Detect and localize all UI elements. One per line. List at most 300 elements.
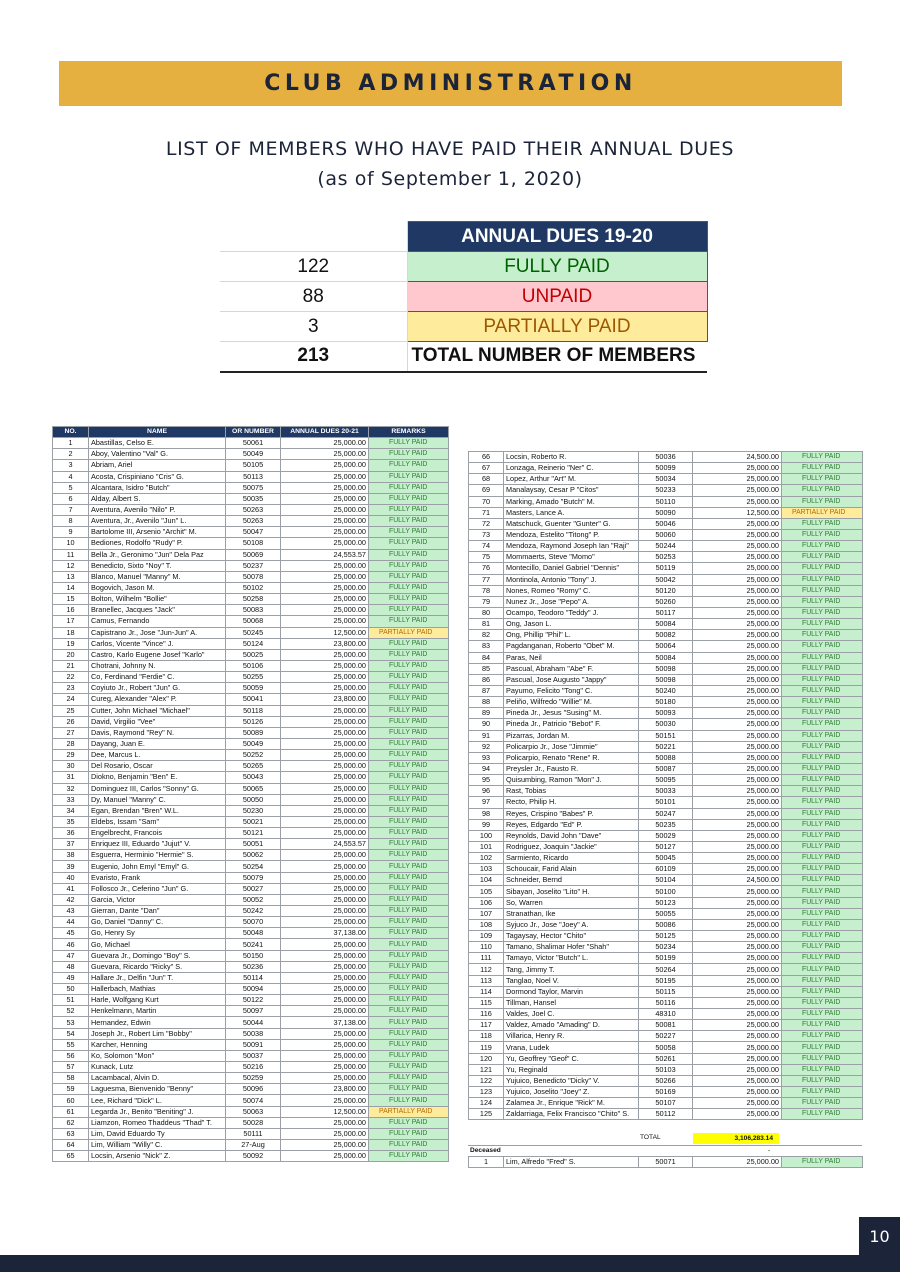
member-dues: 25,000.00: [281, 794, 369, 805]
member-remarks: FULLY PAID: [782, 708, 863, 719]
member-dues: 25,000.00: [693, 964, 782, 975]
member-no: 88: [469, 697, 504, 708]
member-no: 41: [53, 883, 89, 894]
member-or-number: 50095: [639, 775, 693, 786]
member-or-number: 50115: [639, 986, 693, 997]
member-name: Reyes, Crispino "Babes" P.: [504, 808, 639, 819]
member-remarks: FULLY PAID: [369, 961, 449, 972]
member-or-number: 50098: [639, 674, 693, 685]
member-name: Policarpio Jr., Jose "Jimmie": [504, 741, 639, 752]
member-row: [469, 953, 863, 964]
member-remarks: FULLY PAID: [369, 1151, 449, 1162]
deceased-row: [469, 1157, 863, 1168]
member-or-number: 50216: [226, 1062, 281, 1073]
member-or-number: 50265: [226, 761, 281, 772]
member-remarks: FULLY PAID: [782, 1064, 863, 1075]
member-row: [53, 872, 449, 883]
member-row: [53, 917, 449, 928]
member-name: Policarpio, Renato "Rene" R.: [504, 752, 639, 763]
member-row: [53, 638, 449, 649]
member-row: [53, 560, 449, 571]
member-name: Abriam, Ariel: [89, 460, 226, 471]
member-dues: 25,000.00: [281, 984, 369, 995]
member-dues: 25,000.00: [281, 660, 369, 671]
member-dues: 25,000.00: [693, 1009, 782, 1020]
member-remarks: FULLY PAID: [369, 705, 449, 716]
col-header-or-number: OR NUMBER: [226, 427, 281, 438]
member-name: Follosco Jr., Ceferino "Jun" G.: [89, 883, 226, 894]
member-remarks: FULLY PAID: [782, 1098, 863, 1109]
member-remarks: FULLY PAID: [369, 995, 449, 1006]
member-remarks: FULLY PAID: [369, 1073, 449, 1084]
member-remarks: FULLY PAID: [369, 894, 449, 905]
member-dues: 12,500.00: [281, 1106, 369, 1117]
member-or-number: 50029: [639, 830, 693, 841]
member-name: Go, Henry Sy: [89, 928, 226, 939]
member-dues: 25,000.00: [693, 919, 782, 930]
member-no: 10: [53, 538, 89, 549]
member-no: 33: [53, 794, 89, 805]
member-remarks: FULLY PAID: [782, 886, 863, 897]
member-remarks: FULLY PAID: [369, 738, 449, 749]
page-number: 10: [859, 1217, 900, 1255]
member-row: [469, 786, 863, 797]
member-name: Montecillo, Daniel Gabriel "Dennis": [504, 563, 639, 574]
member-row: [469, 875, 863, 886]
member-or-number: 50063: [226, 1106, 281, 1117]
member-dues: 25,000.00: [281, 460, 369, 471]
member-or-number: 50092: [226, 1151, 281, 1162]
member-or-number: 50234: [639, 942, 693, 953]
member-no: 1: [53, 438, 89, 449]
member-or-number: 50068: [226, 616, 281, 627]
member-row: [469, 552, 863, 563]
member-no: 23: [53, 683, 89, 694]
member-no: 69: [469, 485, 504, 496]
member-dues: 25,000.00: [281, 883, 369, 894]
member-dues: 25,000.00: [693, 1042, 782, 1053]
section-title: CLUB ADMINISTRATION: [264, 71, 637, 96]
member-dues: 25,000.00: [281, 861, 369, 872]
member-row: [53, 482, 449, 493]
member-dues: 25,000.00: [281, 995, 369, 1006]
member-remarks: FULLY PAID: [369, 504, 449, 515]
member-name: Liamzon, Romeo Thaddeus "Thad" T.: [89, 1117, 226, 1128]
member-name: Aventura, Avenilo "Nilo" P.: [89, 504, 226, 515]
member-dues: 25,000.00: [281, 616, 369, 627]
member-row: [469, 730, 863, 741]
member-or-number: 50096: [226, 1084, 281, 1095]
member-name: Dee, Marcus L.: [89, 750, 226, 761]
member-or-number: 50111: [226, 1128, 281, 1139]
member-dues: 25,000.00: [281, 805, 369, 816]
member-name: Manalaysay, Cesar P "Citos": [504, 485, 639, 496]
member-remarks: FULLY PAID: [369, 1006, 449, 1017]
member-row: [469, 964, 863, 975]
member-or-number: 50028: [226, 1117, 281, 1128]
member-remarks: FULLY PAID: [369, 928, 449, 939]
member-row: [53, 794, 449, 805]
member-dues: 25,000.00: [281, 772, 369, 783]
member-row: [469, 674, 863, 685]
member-row: [53, 716, 449, 727]
member-dues: 25,000.00: [693, 596, 782, 607]
member-no: 58: [53, 1073, 89, 1084]
member-no: 121: [469, 1064, 504, 1075]
member-or-number: 50199: [639, 953, 693, 964]
member-row: [53, 1028, 449, 1039]
member-dues: 25,000.00: [281, 1128, 369, 1139]
col-header-no: NO.: [53, 427, 89, 438]
member-or-number: 50042: [639, 574, 693, 585]
member-row: [469, 619, 863, 630]
member-remarks: FULLY PAID: [369, 1050, 449, 1061]
member-row: [469, 931, 863, 942]
member-dues: 25,000.00: [693, 585, 782, 596]
member-name: So, Warren: [504, 897, 639, 908]
member-remarks: FULLY PAID: [369, 1028, 449, 1039]
member-dues: 25,000.00: [693, 841, 782, 852]
member-no: 68: [469, 474, 504, 485]
member-or-number: 50107: [639, 1098, 693, 1109]
member-no: 117: [469, 1020, 504, 1031]
member-or-number: 50038: [226, 1028, 281, 1039]
member-or-number: 50264: [639, 964, 693, 975]
member-or-number: 50237: [226, 560, 281, 571]
member-or-number: 50098: [639, 663, 693, 674]
member-no: 99: [469, 819, 504, 830]
member-dues: 25,000.00: [693, 719, 782, 730]
member-name: Chotrani, Johnny N.: [89, 660, 226, 671]
member-or-number: 50120: [639, 585, 693, 596]
member-row: [53, 1151, 449, 1162]
member-remarks: FULLY PAID: [782, 518, 863, 529]
member-name: Dayang, Juan E.: [89, 738, 226, 749]
member-remarks: FULLY PAID: [369, 594, 449, 605]
member-dues: 25,000.00: [693, 830, 782, 841]
member-no: 56: [53, 1050, 89, 1061]
member-remarks: FULLY PAID: [782, 830, 863, 841]
member-remarks: FULLY PAID: [369, 1017, 449, 1028]
member-row: [53, 438, 449, 449]
member-dues: 25,000.00: [693, 496, 782, 507]
member-remarks: FULLY PAID: [782, 986, 863, 997]
member-dues: 25,000.00: [281, 672, 369, 683]
member-or-number: 50046: [639, 518, 693, 529]
member-no: 124: [469, 1098, 504, 1109]
member-no: 14: [53, 582, 89, 593]
summary-header: ANNUAL DUES 19-20: [407, 222, 707, 252]
member-name: Diokno, Benjamin "Ben" E.: [89, 772, 226, 783]
member-row: [469, 585, 863, 596]
member-name: Eugenio, John Emyl "Emyl" G.: [89, 861, 226, 872]
member-no: 62: [53, 1117, 89, 1128]
member-row: [469, 1031, 863, 1042]
member-remarks: FULLY PAID: [369, 460, 449, 471]
member-remarks: FULLY PAID: [369, 872, 449, 883]
member-name: Recto, Philip H.: [504, 797, 639, 808]
member-name: Zaldarriaga, Felix Francisco "Chito" S.: [504, 1109, 639, 1120]
member-row: [53, 950, 449, 961]
member-row: [469, 808, 863, 819]
member-dues: 25,000.00: [693, 997, 782, 1008]
member-or-number: 50034: [639, 474, 693, 485]
member-dues: 25,000.00: [693, 931, 782, 942]
member-name: Valdes, Joel C.: [504, 1009, 639, 1020]
member-row: [469, 719, 863, 730]
member-name: Carlos, Vicente "Vince" J.: [89, 638, 226, 649]
member-name: Eldebs, Issam "Sam": [89, 816, 226, 827]
member-row: [53, 883, 449, 894]
member-remarks: FULLY PAID: [369, 883, 449, 894]
member-row: [53, 605, 449, 616]
member-name: Co, Ferdinand "Ferdie" C.: [89, 672, 226, 683]
member-remarks: FULLY PAID: [369, 727, 449, 738]
member-row: [53, 460, 449, 471]
member-row: [469, 819, 863, 830]
member-no: 55: [53, 1039, 89, 1050]
member-or-number: 50101: [639, 797, 693, 808]
member-dues: 25,000.00: [281, 1006, 369, 1017]
member-dues: 25,000.00: [693, 529, 782, 540]
member-no: 120: [469, 1053, 504, 1064]
member-row: [469, 452, 863, 463]
member-name: Peliño, Wilfredo "Willie" M.: [504, 697, 639, 708]
member-dues: 25,000.00: [281, 1117, 369, 1128]
member-dues: 25,000.00: [281, 1073, 369, 1084]
summary-label: TOTAL NUMBER OF MEMBERS: [407, 342, 707, 372]
member-name: Hernandez, Edwin: [89, 1017, 226, 1028]
member-no: 67: [469, 463, 504, 474]
member-name: Preysler Jr., Fausto R.: [504, 763, 639, 774]
member-name: Lim, Alfredo "Fred" S.: [504, 1157, 639, 1168]
member-dues: 24,553.57: [281, 549, 369, 560]
member-row: [53, 961, 449, 972]
member-dues: 25,000.00: [281, 761, 369, 772]
members-table-right: [468, 451, 863, 1120]
member-or-number: 50236: [226, 961, 281, 972]
member-remarks: FULLY PAID: [782, 975, 863, 986]
member-no: 122: [469, 1075, 504, 1086]
member-no: 37: [53, 839, 89, 850]
member-or-number: 50260: [639, 596, 693, 607]
member-no: 29: [53, 750, 89, 761]
member-or-number: 50082: [639, 630, 693, 641]
total-value: 3,106,283.14: [693, 1133, 779, 1144]
member-no: 76: [469, 563, 504, 574]
member-or-number: 50104: [639, 875, 693, 886]
member-row: [53, 805, 449, 816]
member-dues: 37,138.00: [281, 928, 369, 939]
member-or-number: 50112: [639, 1109, 693, 1120]
member-remarks: FULLY PAID: [369, 1039, 449, 1050]
member-or-number: 50103: [639, 1064, 693, 1075]
member-no: 116: [469, 1009, 504, 1020]
member-name: Alcantara, Isidro "Butch": [89, 482, 226, 493]
member-dues: 25,000.00: [693, 697, 782, 708]
member-or-number: 50084: [639, 652, 693, 663]
member-name: Valdez, Amado "Amading" D.: [504, 1020, 639, 1031]
member-no: 93: [469, 752, 504, 763]
member-no: 118: [469, 1031, 504, 1042]
member-name: Go, Michael: [89, 939, 226, 950]
member-or-number: 50221: [639, 741, 693, 752]
member-no: 50: [53, 984, 89, 995]
member-row: [469, 630, 863, 641]
member-name: Henkelmann, Martin: [89, 1006, 226, 1017]
member-no: 49: [53, 972, 89, 983]
member-dues: 25,000.00: [693, 975, 782, 986]
member-remarks: FULLY PAID: [369, 605, 449, 616]
member-dues: 25,000.00: [693, 786, 782, 797]
member-dues: 25,000.00: [693, 541, 782, 552]
member-name: Cureg, Alexander "Alex" P.: [89, 694, 226, 705]
member-no: 59: [53, 1084, 89, 1095]
member-no: 47: [53, 950, 89, 961]
member-dues: 25,000.00: [281, 504, 369, 515]
member-dues: 25,000.00: [693, 663, 782, 674]
member-name: Bogovich, Jason M.: [89, 582, 226, 593]
member-dues: 25,000.00: [281, 605, 369, 616]
member-name: Nones, Romeo "Romy" C.: [504, 585, 639, 596]
member-row: [469, 541, 863, 552]
member-dues: 25,000.00: [693, 708, 782, 719]
member-row: [53, 850, 449, 861]
member-remarks: FULLY PAID: [782, 1042, 863, 1053]
member-name: Aboy, Valentino "Val" G.: [89, 449, 226, 460]
member-no: 85: [469, 663, 504, 674]
member-row: [53, 504, 449, 515]
member-or-number: 50245: [226, 627, 281, 638]
member-or-number: 50070: [226, 917, 281, 928]
member-or-number: 50043: [226, 772, 281, 783]
member-name: Pagdanganan, Roberto "Obet" M.: [504, 641, 639, 652]
member-name: Engelbrecht, Francois: [89, 828, 226, 839]
member-remarks: FULLY PAID: [369, 549, 449, 560]
member-name: Sarmiento, Ricardo: [504, 853, 639, 864]
deceased-label: Deceased: [470, 1147, 501, 1154]
member-row: [469, 986, 863, 997]
member-name: Coyiuto Jr., Robert "Jun" G.: [89, 683, 226, 694]
member-row: [53, 727, 449, 738]
member-name: Joseph Jr., Robert Lim "Bobby": [89, 1028, 226, 1039]
member-row: [469, 864, 863, 875]
member-remarks: FULLY PAID: [782, 607, 863, 618]
member-name: Guevara Jr., Domingo "Boy" S.: [89, 950, 226, 961]
member-or-number: 50094: [226, 984, 281, 995]
member-name: Del Rosario, Oscar: [89, 761, 226, 772]
member-name: Capistrano Jr., Jose "Jun-Jun" A.: [89, 627, 226, 638]
member-name: Hallare Jr., Delfin "Jun" T.: [89, 972, 226, 983]
member-or-number: 27-Aug: [226, 1140, 281, 1151]
member-or-number: 50125: [639, 931, 693, 942]
member-or-number: 50126: [226, 716, 281, 727]
member-remarks: FULLY PAID: [369, 582, 449, 593]
member-name: Alday, Albert S.: [89, 493, 226, 504]
member-or-number: 50045: [639, 853, 693, 864]
member-dues: 25,000.00: [693, 1031, 782, 1042]
member-no: 48: [53, 961, 89, 972]
member-or-number: 50035: [226, 493, 281, 504]
member-name: Branellec, Jacques "Jack": [89, 605, 226, 616]
member-row: [53, 616, 449, 627]
member-no: 80: [469, 607, 504, 618]
member-name: Quisumbing, Ramon "Mon" J.: [504, 775, 639, 786]
member-or-number: 50121: [226, 828, 281, 839]
member-name: Tillman, Hansel: [504, 997, 639, 1008]
member-dues: 24,500.00: [693, 875, 782, 886]
member-row: [469, 830, 863, 841]
member-no: 100: [469, 830, 504, 841]
member-dues: 25,000.00: [281, 939, 369, 950]
member-no: 71: [469, 507, 504, 518]
member-dues: 25,000.00: [281, 961, 369, 972]
summary-count: 3: [220, 312, 407, 342]
member-remarks: FULLY PAID: [369, 527, 449, 538]
member-dues: 25,000.00: [693, 853, 782, 864]
member-name: Schneider, Bernd: [504, 875, 639, 886]
member-dues: 25,000.00: [281, 872, 369, 883]
member-name: Bella Jr., Geronimo "Jun" Dela Paz: [89, 549, 226, 560]
member-or-number: 50088: [639, 752, 693, 763]
member-row: [53, 1117, 449, 1128]
member-dues: 25,000.00: [693, 1087, 782, 1098]
member-name: Pascual, Abraham "Abe" F.: [504, 663, 639, 674]
member-remarks: FULLY PAID: [782, 697, 863, 708]
member-name: Nunez Jr., Jose "Pepo" A.: [504, 596, 639, 607]
member-name: Pascual, Jose Augusto "Jappy": [504, 674, 639, 685]
member-or-number: 50079: [226, 872, 281, 883]
member-row: [53, 861, 449, 872]
member-dues: 25,000.00: [281, 727, 369, 738]
member-no: 125: [469, 1109, 504, 1120]
member-name: Gierran, Dante "Dan": [89, 906, 226, 917]
member-no: 45: [53, 928, 89, 939]
member-row: [53, 1006, 449, 1017]
member-or-number: 50195: [639, 975, 693, 986]
member-remarks: FULLY PAID: [369, 816, 449, 827]
member-or-number: 48310: [639, 1009, 693, 1020]
member-row: [469, 763, 863, 774]
member-remarks: FULLY PAID: [782, 1087, 863, 1098]
member-row: [53, 783, 449, 794]
member-no: 4: [53, 471, 89, 482]
summary-header-row: [220, 222, 707, 252]
member-remarks: FULLY PAID: [782, 808, 863, 819]
member-remarks: FULLY PAID: [782, 819, 863, 830]
member-or-number: 50105: [226, 460, 281, 471]
member-or-number: 50061: [226, 438, 281, 449]
member-name: Mendoza, Raymond Joseph Ian "Raji": [504, 541, 639, 552]
member-name: Matschuck, Guenter "Gunter" G.: [504, 518, 639, 529]
member-remarks: FULLY PAID: [369, 906, 449, 917]
member-remarks: FULLY PAID: [369, 482, 449, 493]
member-no: 105: [469, 886, 504, 897]
member-dues: 25,000.00: [693, 1020, 782, 1031]
col-header-name: NAME: [89, 427, 226, 438]
member-remarks: FULLY PAID: [369, 516, 449, 527]
member-no: 28: [53, 738, 89, 749]
member-or-number: 50127: [639, 841, 693, 852]
dues-summary-table: [220, 221, 708, 373]
member-name: Syjuco Jr., Jose "Joey" A.: [504, 919, 639, 930]
member-name: Pizarras, Jordan M.: [504, 730, 639, 741]
member-remarks: FULLY PAID: [369, 1084, 449, 1095]
member-or-number: 50047: [226, 527, 281, 538]
member-no: 60: [53, 1095, 89, 1106]
member-name: Ocampo, Teodoro "Teddy" J.: [504, 607, 639, 618]
member-dues: 25,000.00: [693, 1064, 782, 1075]
